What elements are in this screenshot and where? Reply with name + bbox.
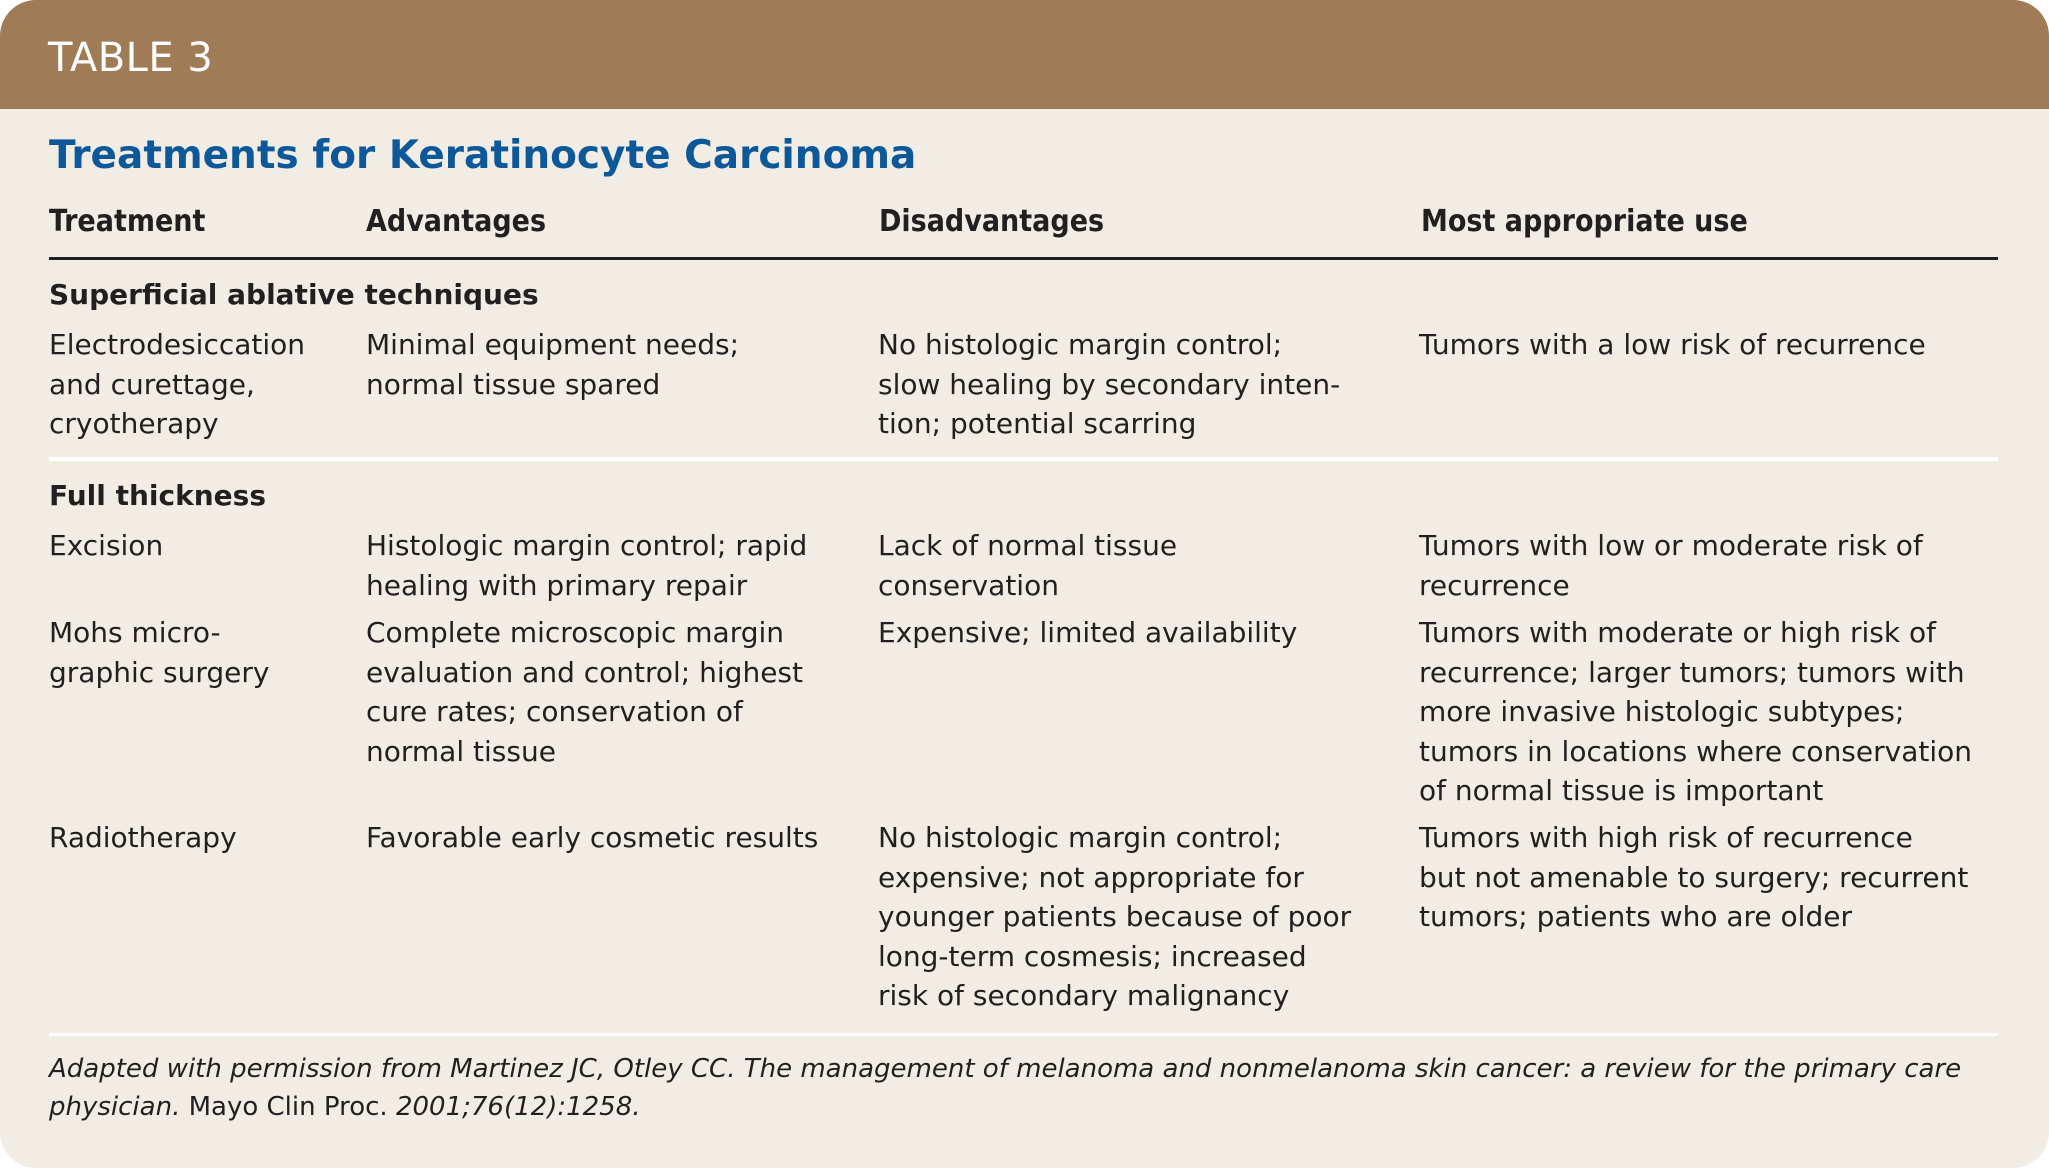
cell-advantages: Histologic margin control; rapid healing with primary repair <box>366 529 808 602</box>
column-header-disadvantages: Disadvantages <box>879 204 1105 239</box>
table-banner <box>0 0 2049 109</box>
cell-appropriate-use: Tumors with low or moderate risk of recurrence <box>1419 529 1923 602</box>
cell-treatment: Mohs micro- graphic surgery <box>49 616 270 689</box>
header-divider <box>49 257 1998 260</box>
cell-treatment: Excision <box>49 529 164 562</box>
table-number: TABLE 3 <box>48 35 214 81</box>
cell-appropriate-use: Tumors with moderate or high risk of recurrence; larger tumors; tumors with more invasive histologic subtypes; tumors in locations where conservation of normal tissue is important <box>1419 616 1972 807</box>
source-journal: Mayo Clin Proc. <box>180 1092 388 1122</box>
column-header-appropriate-use: Most appropriate use <box>1421 204 1748 239</box>
cell-advantages: Minimal equipment needs; normal tissue spared <box>366 328 739 401</box>
group-heading-superficial: Superficial ablative techniques <box>49 278 539 311</box>
source-note <box>49 1050 2009 1126</box>
group-divider <box>49 457 1998 461</box>
cell-disadvantages: No histologic margin control; expensive; not appropriate for younger patients because of poor long-term cosmesis; increased risk of secondary malignancy <box>878 821 1352 1012</box>
cell-treatment: Radiotherapy <box>49 821 237 854</box>
column-header-treatment: Treatment <box>49 204 206 239</box>
cell-appropriate-use: Tumors with high risk of recurrence but not amenable to surgery; recurrent tumors; patients who are older <box>1419 821 1969 933</box>
cell-appropriate-use: Tumors with a low risk of recurrence <box>1419 328 1926 361</box>
cell-advantages: Favorable early cosmetic results <box>366 821 819 854</box>
column-header-advantages: Advantages <box>366 204 547 239</box>
table-bottom-divider <box>49 1033 1998 1036</box>
source-citation: Adapted with permission from Martinez JC, Otley CC. The management of melanoma and nonmelanoma skin cancer: a review for the primary care physician. <box>49 1054 1962 1122</box>
table-title: Treatments for Keratinocyte Carcinoma <box>49 133 917 178</box>
cell-disadvantages: Expensive; limited availability <box>878 616 1298 649</box>
source-volume: 2001;76(12):1258. <box>387 1092 641 1122</box>
cell-treatment: Electrodesiccation and curettage, cryotherapy <box>49 328 306 440</box>
cell-disadvantages: No histologic margin control; slow healing by secondary inten- tion; potential scarring <box>878 328 1341 440</box>
cell-advantages: Complete microscopic margin evaluation and control; highest cure rates; conservation of normal tissue <box>366 616 803 768</box>
group-heading-full-thickness: Full thickness <box>49 479 266 512</box>
cell-disadvantages: Lack of normal tissue conservation <box>878 529 1178 602</box>
